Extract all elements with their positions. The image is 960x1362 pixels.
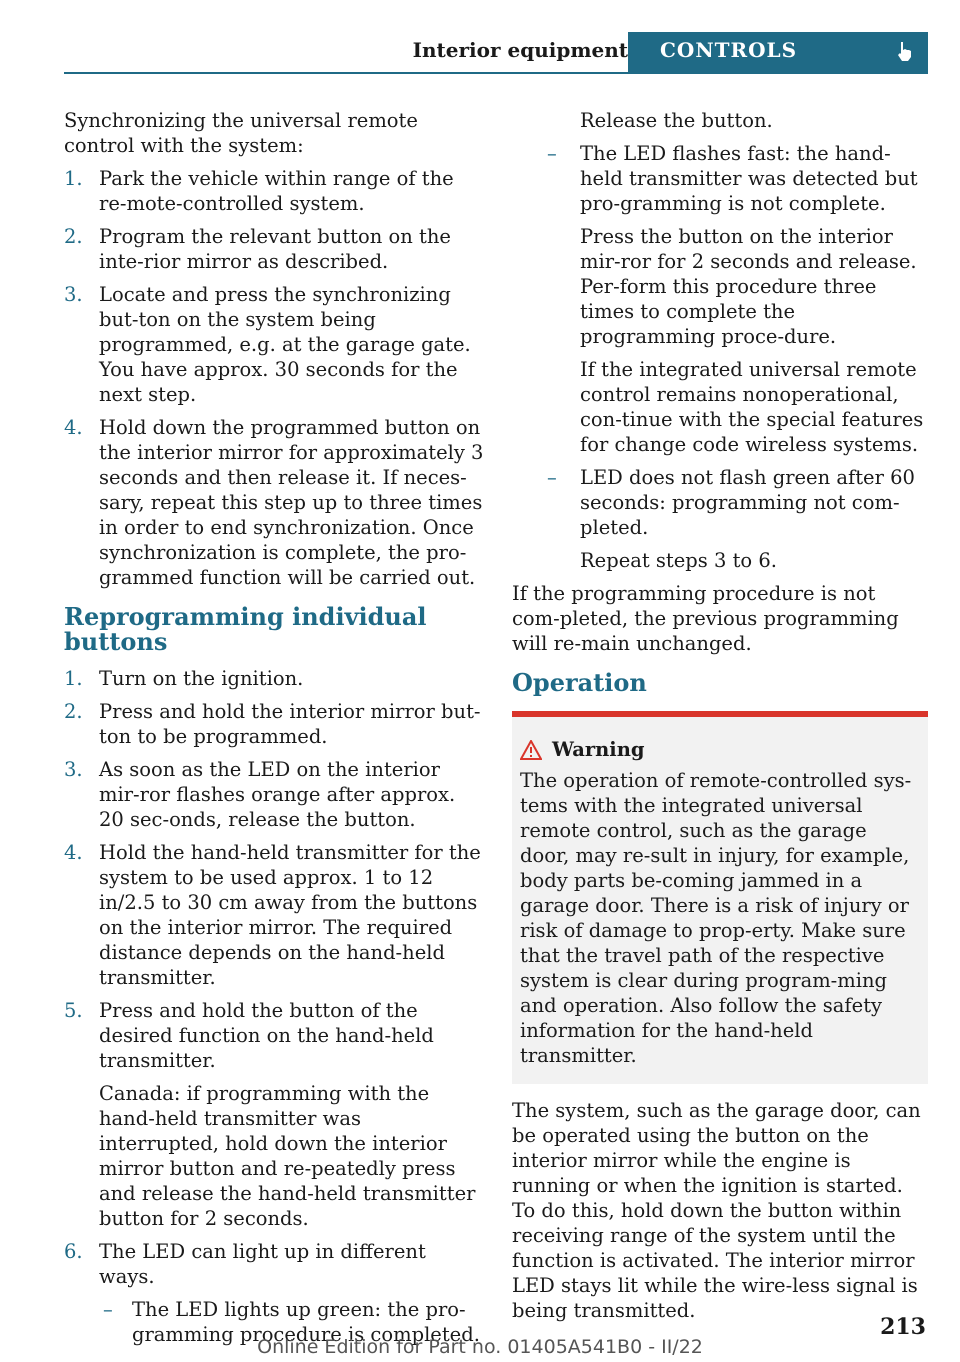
step-number: 3. (64, 283, 83, 306)
dash-bullet: – (547, 142, 557, 165)
dash-bullet: – (547, 466, 557, 489)
step-number: 1. (64, 667, 83, 690)
step-number: 3. (64, 758, 83, 781)
step-text: Program the relevant button on the inte-rior mirror as described. (99, 225, 451, 273)
step-text: Turn on the ignition. (99, 667, 304, 690)
step-text: Press and hold the button of the desired function on the hand-held transmitter. (99, 999, 434, 1072)
step-number: 1. (64, 167, 83, 190)
step-text: As soon as the LED on the interior mir-ror flashes orange after approx. 20 sec-onds, release the button. (99, 758, 456, 831)
body-paragraph: If the programming procedure is not com-pleted, the previous programming will re-main unchanged. (512, 582, 899, 655)
step-text: Park the vehicle within range of the re-mote-controlled system. (99, 167, 454, 215)
section-heading: Operation (512, 668, 647, 697)
sub-list-item (512, 141, 928, 216)
list-item (64, 415, 484, 590)
step-number: 4. (64, 416, 83, 439)
sub-item-text: The LED lights up green: the pro-gramming procedure is completed. (132, 1298, 480, 1346)
warning-triangle-icon (520, 740, 542, 760)
chapter-tab-label: CONTROLS (660, 38, 798, 62)
step-text: Locate and press the synchronizing but-ton on the system being programmed, e.g. at the garage gate. You have approx. 30 seconds for the next step. (99, 283, 471, 406)
sub-item-continuation: Release the button. (580, 109, 773, 132)
step-text: Press and hold the interior mirror but-ton to be programmed. (99, 700, 481, 748)
footer-text: Online Edition for Part no. 01405A541B0 - II/22 (257, 1336, 703, 1358)
sub-item-paragraph: Repeat steps 3 to 6. (580, 549, 777, 572)
section-heading: Reprogramming individual buttons (64, 602, 427, 656)
section-title: Interior equipment (412, 38, 628, 62)
warning-title-text: Warning (552, 738, 645, 761)
step-number: 2. (64, 225, 83, 248)
step-number: 4. (64, 841, 83, 864)
dash-bullet: – (103, 1298, 113, 1321)
sub-list-item (512, 465, 928, 540)
sync-step-list (64, 166, 484, 590)
page-header (64, 32, 928, 74)
step-number: 5. (64, 999, 83, 1022)
warning-title (520, 737, 920, 762)
step-text: The LED can light up in different ways. (99, 1240, 426, 1288)
sub-item-paragraph: Press the button on the interior mir-ror for 2 seconds and release. Per-form this procedure three times to complete the programming proce-dure. (580, 225, 917, 348)
list-item (64, 282, 484, 407)
chapter-tab (628, 32, 928, 72)
left-column (64, 108, 484, 1355)
step-number: 6. (64, 1240, 83, 1263)
sub-item-text: The LED flashes fast: the hand-held transmitter was detected but pro-gramming is not complete. (580, 142, 918, 215)
step-text: Hold the hand-held transmitter for the system to be used approx. 1 to 12 in/2.5 to 30 cm away from the buttons on the interior mirror. The required distance depends on the hand-held transmitter. (99, 841, 481, 989)
list-item (64, 699, 484, 749)
hand-pointer-icon (894, 40, 916, 62)
intro-paragraph: Synchronizing the universal remote control with the system: (64, 109, 418, 157)
list-item (64, 1239, 484, 1289)
list-item (64, 998, 484, 1073)
sub-item-text: LED does not flash green after 60 seconds: programming not com-pleted. (580, 466, 915, 539)
body-paragraph: The system, such as the garage door, can be operated using the button on the interior mirror while the engine is running or when the ignition is started. To do this, hold down the button within receiving range of the system until the function is activated. The interior mirror LED stays lit while the wire-less signal is being transmitted. (512, 1099, 921, 1322)
reprogram-step-list (64, 666, 484, 1347)
list-item (64, 166, 484, 216)
step-number: 2. (64, 700, 83, 723)
step-text: Hold down the programmed button on the interior mirror for approximately 3 seconds and then release it. If neces-sary, repeat this step up to three times in order to end synchronization. Once synchronization is complete, the pro-grammed function will be carried out. (99, 416, 484, 589)
list-item (64, 840, 484, 990)
warning-text: The operation of remote-controlled sys-tems with the integrated universal remote control, such as the garage door, may re-sult in injury, for example, body parts be-coming jammed in a garage door. There is a risk of injury or risk of damage to prop-erty. Make sure that the travel path of the respective system is clear during program-ming and operation. Also follow the safety information for the hand-held transmitter. (520, 769, 912, 1067)
warning-box (512, 711, 928, 1084)
sub-item-paragraph: If the integrated universal remote control remains nonoperational, con-tinue with the special features for change code wireless systems. (580, 358, 924, 456)
step-note: Canada: if programming with the hand-held transmitter was interrupted, hold down the interior mirror button and re-peatedly press and release the hand-held transmitter button for 2 seconds. (99, 1082, 476, 1230)
page-number: 213 (880, 1314, 926, 1340)
list-item (64, 224, 484, 274)
list-item (64, 666, 484, 691)
list-item (64, 757, 484, 832)
right-column (512, 108, 928, 1331)
